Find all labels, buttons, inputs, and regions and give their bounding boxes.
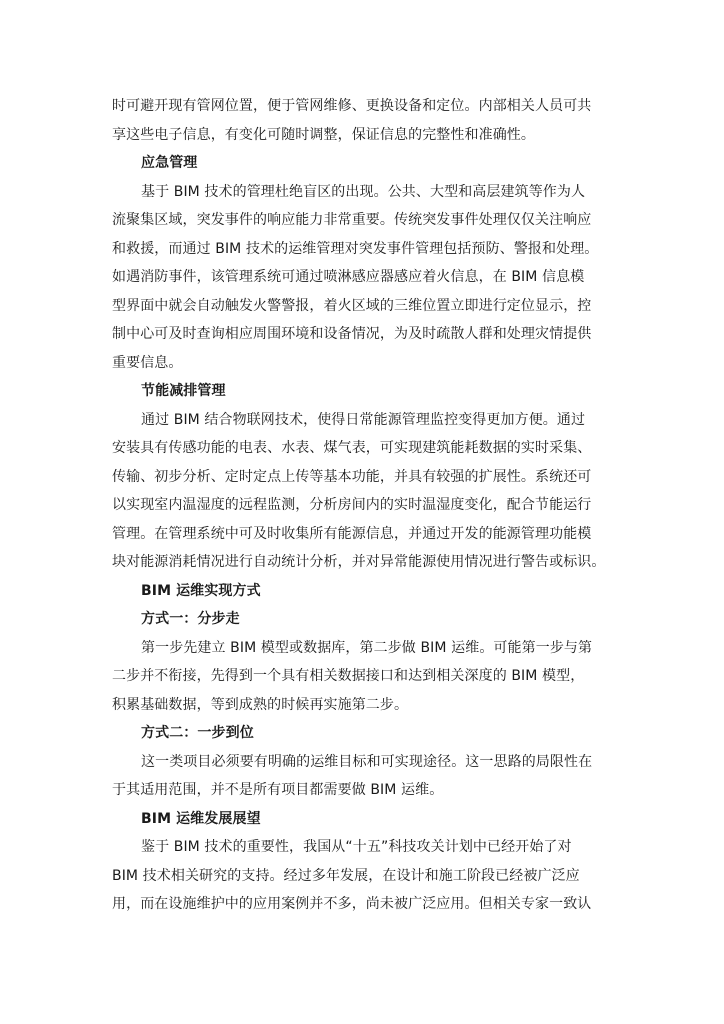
body-line: 时可避开现有管网位置，便于管网维修、更换设备和定位。内部相关人员可共 bbox=[112, 98, 592, 114]
body-line: 传输、初步分析、定时定点上传等基本功能，并具有较强的扩展性。系统还可 bbox=[112, 468, 592, 485]
body-line: 通过 BIM 结合物联网技术，使得日常能源管理监控变得更加方便。通过 bbox=[141, 411, 586, 428]
section-heading-method-two: 方式二：一步到位 bbox=[141, 725, 254, 741]
body-line: 以实现室内温湿度的远程监测，分析房间内的实时温湿度变化，配合节能运行 bbox=[112, 497, 592, 513]
body-line: BIM 技术相关研究的支持。经过多年发展，在设计和施工阶段已经被广泛应 bbox=[112, 867, 580, 884]
body-line: 流聚集区域，突发事件的响应能力非常重要。传统突发事件处理仅仅关注响应 bbox=[112, 212, 592, 228]
body-line: 二步并不衔接，先得到一个具有相关数据接口和达到相关深度的 BIM 模型， bbox=[112, 668, 585, 684]
body-line: 如遇消防事件，该管理系统可通过喷淋感应器感应着火信息，在 BIM 信息模 bbox=[112, 269, 585, 285]
section-heading-bim-ops-methods: BIM 运维实现方式 bbox=[141, 582, 261, 599]
document-body bbox=[112, 92, 612, 919]
body-line: 基于 BIM 技术的管理杜绝盲区的出现。公共、大型和高层建筑等作为人 bbox=[141, 183, 586, 200]
body-line: 块对能源消耗情况进行自动统计分析，并对异常能源使用情况进行警告或标识。 bbox=[112, 554, 606, 570]
section-heading-method-one: 方式一：分步走 bbox=[141, 611, 240, 627]
body-line: 积累基础数据，等到成熟的时候再实施第二步。 bbox=[112, 696, 409, 713]
body-line: 用，而在设施维护中的应用案例并不多，尚未被广泛应用。但相关专家一致认 bbox=[112, 896, 592, 912]
body-line: 鉴于 BIM 技术的重要性，我国从“十五”科技攻关计划中已经开始了对 bbox=[141, 839, 572, 855]
body-line: 安装具有传感功能的电表、水表、煤气表，可实现建筑能耗数据的实时采集、 bbox=[112, 440, 592, 456]
body-line: 型界面中就会自动触发火警警报，着火区域的三维位置立即进行定位显示，控 bbox=[112, 297, 592, 314]
body-line: 和救援，而通过 BIM 技术的运维管理对突发事件管理包括预防、警报和处理。 bbox=[112, 240, 599, 257]
body-line: 制中心可及时查询相应周围环境和设备情况，为及时疏散人群和处理灾情提供 bbox=[112, 326, 592, 342]
section-heading-energy: 节能减排管理 bbox=[141, 383, 226, 399]
body-line: 于其适用范围，并不是所有项目都需要做 BIM 运维。 bbox=[112, 782, 444, 798]
section-heading-emergency: 应急管理 bbox=[141, 155, 198, 171]
body-line: 这一类项目必须要有明确的运维目标和可实现途径。这一思路的局限性在 bbox=[141, 753, 593, 770]
body-line: 第一步先建立 BIM 模型或数据库，第二步做 BIM 运维。可能第一步与第 bbox=[141, 639, 593, 656]
body-line: 管理。在管理系统中可及时收集所有能源信息，并通过开发的能源管理功能模 bbox=[112, 525, 592, 542]
body-line: 享这些电子信息，有变化可随时调整，保证信息的完整性和准确性。 bbox=[112, 126, 535, 143]
section-heading-bim-outlook: BIM 运维发展展望 bbox=[141, 810, 261, 827]
body-line: 重要信息。 bbox=[112, 354, 183, 371]
